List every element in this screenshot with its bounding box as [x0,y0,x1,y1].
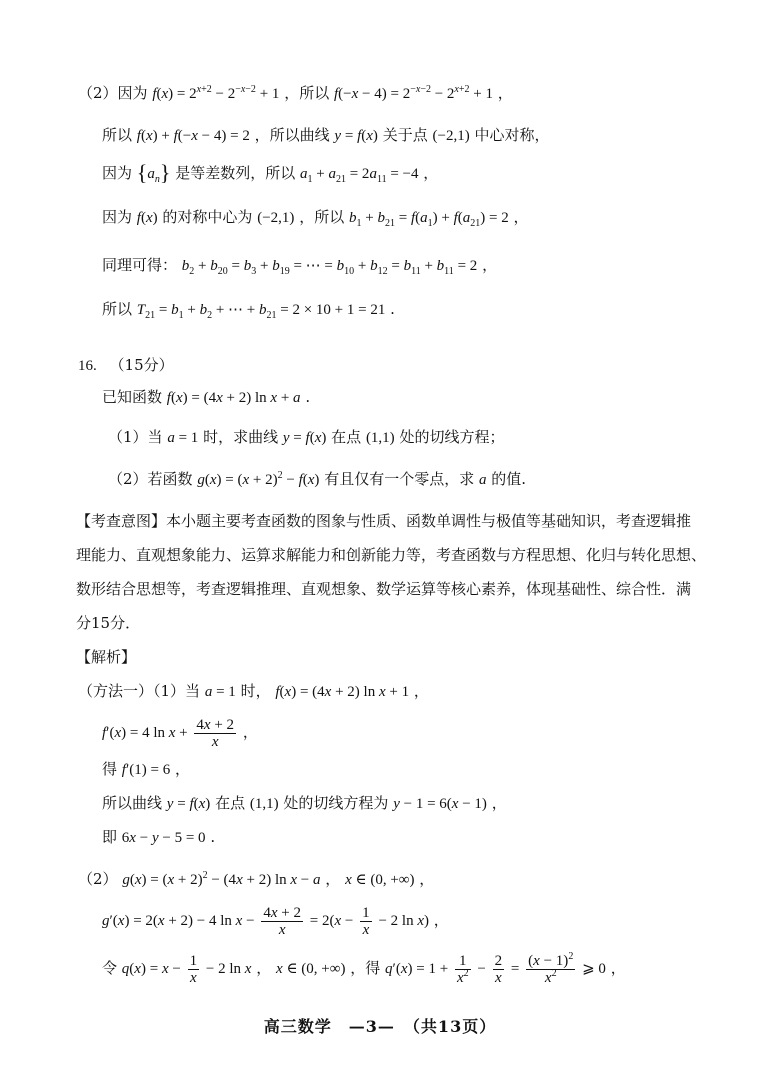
intent-line-4: 分15分． [76,614,141,632]
solution-line-5: 即 6x − y − 5 = 0 . [102,828,216,846]
solution-line-6: （2） $g(x) = (x + 2)^2 - (4x + 2)$ ln x − a ， x ∈ (0, +∞) ， [78,870,435,888]
page-footer: 高三数学 —3— （共13页） [263,1017,497,1036]
question-16-part2: （2）若函数 $g(x) = (x + 2)^2 - f(x)$ 有且仅有一个零点，求 a 的值. [108,470,527,488]
solution-derivative: f′(x) = 4 ln x + $\frac{4x + 2}{x}$ ， [102,716,258,750]
question-16-part1: （1）当 a = 1 时，求曲线 y = f(x) 在点 (1,1) 处的切线方程； [108,428,505,446]
intent-line-3: 数形结合思想等，考查逻辑推理、直观想象、数学运算等核心素养，体现基础性、综合性．满 [76,580,692,598]
solution-line-3: 得 f′(1) = 6 ， [102,760,190,778]
intent-line-1: 【考查意图】本小题主要考查函数的图象与性质、函数单调性与极值等基础知识，考查逻辑推 [76,512,692,530]
line-center: 因为 f(x) 的对称中心为 (−2,1) ，所以 $b_1 + b_{21} = f(a_1) + f(a_{21}) = 2$ ， [102,208,529,229]
line-part2-given: （2）因为 $f(x) = 2^{x+2} - 2^{-x-2} + 1$ ，所以 $f(-x - 4) = 2^{-x-2} - 2^{x+2} + 1$ ， [78,84,513,102]
line-arithmetic-seq: 因为 $\{a_n\}$ 是等差数列，所以 $a_1 + a_{21} = 2a_{11} = -4$ ， [102,160,439,185]
line-symmetry: 所以 f(x) + f(−x − 4) = 2 ，所以曲线 y = f(x) 关于点 (−2,1) 中心对称， [102,126,550,144]
intent-line-2: 理能力、直观想象能力、运算求解能力和创新能力等，考查函数与方程思想、化归与转化思想、 [76,546,707,564]
question-16-given: 已知函数 f(x) = (4x + 2) ln x + a . [102,388,311,406]
line-sum-result: 所以 $T_{21} = b_1 + b_2$ + ⋯ + $b_{21} = 2 \times 10 + 1 = 21$ . [102,300,395,321]
question-16-header: 16. （15分） [78,356,174,374]
solution-line-4: 所以曲线 y = f(x) 在点 (1,1) 处的切线方程为 y − 1 = 6(x − 1) ， [102,794,507,812]
analysis-heading: 【解析】 [76,648,137,666]
solution-line-1: （方法一）（1）当 a = 1 时， f(x) = (4x + 2) ln x + 1 ， [78,682,429,700]
solution-q-function: 令 q(x) = x − $\frac{1}{x}$ − 2 ln x ， x ∈ (0, +∞) ，得 q′(x) = 1 + $\frac{1}{x^2}$ − $\frac{2}{x}$ = $\frac{(x - 1)^2}{x^2}$ ⩾ 0 ， [102,950,626,986]
line-similarly: 同理可得： $b_2 + b_{20} = b_3 + b_{19}$ = ⋯ = $b_{10} + b_{12} = b_{11} + b_{11} = 2$ ， [102,256,498,277]
solution-g-derivative: g′(x) = 2(x + 2) − 4 ln x − $\frac{4x + 2}{x}$ = 2(x − $\frac{1}{x}$ − 2 ln x) ， [102,904,449,938]
